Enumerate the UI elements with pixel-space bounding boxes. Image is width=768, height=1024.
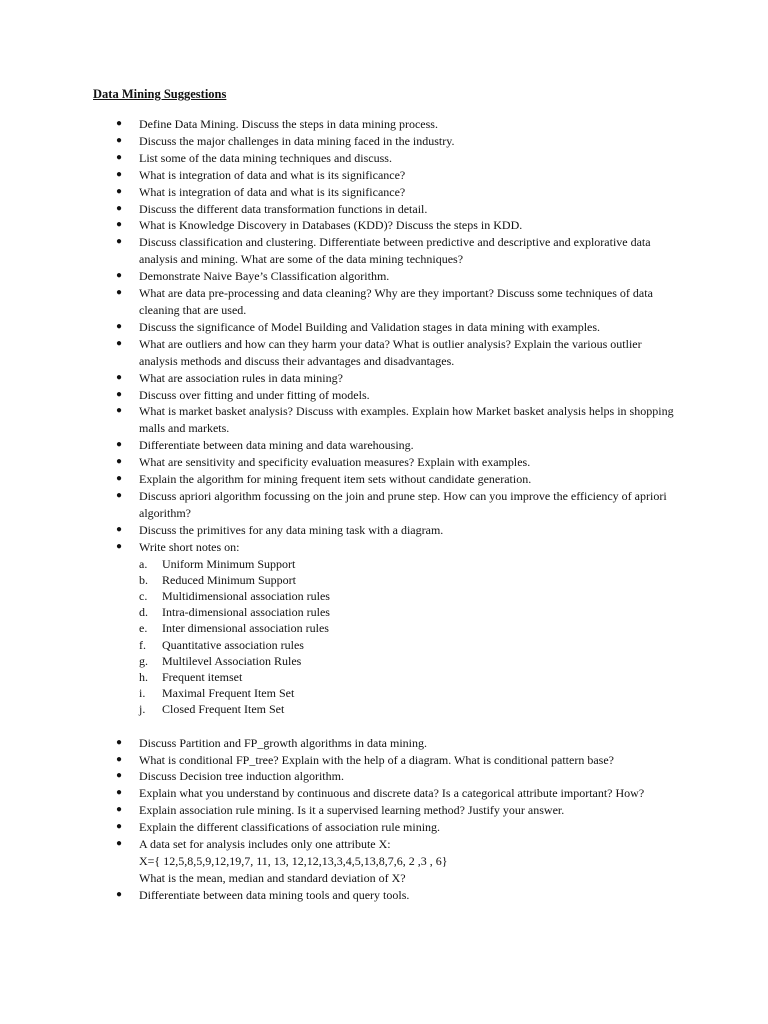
list-item-text: Explain association rule mining. Is it a supervised learning method? Justify your answer. [139, 803, 565, 818]
bullet-icon: ● [116, 804, 123, 816]
list-item-text: Discuss the major challenges in data mining faced in the industry. [139, 133, 455, 148]
list-item [0, 887, 679, 904]
list-item [0, 116, 679, 133]
bullet-icon: ● [116, 473, 123, 485]
bullet-icon: ● [116, 202, 123, 214]
list-item-text: List some of the data mining techniques and discuss. [139, 150, 392, 165]
list-item [0, 201, 679, 218]
list-item-text: What are sensitivity and specificity evaluation measures? Explain with examples. [139, 455, 531, 470]
list-item-text: Explain what you understand by continuous and discrete data? Is a categorical attribute important? How? [139, 786, 645, 801]
bullet-icon: ● [116, 168, 123, 180]
list-item [0, 403, 679, 437]
short-note-letter: f. [139, 637, 146, 652]
bullet-icon: ● [116, 888, 123, 900]
list-item-dataset: X={ 12,5,8,5,9,12,19,7, 11, 13, 12,12,13,3,4,5,13,8,7,6, 2 ,3 , 6} [139, 853, 448, 868]
short-note-text: Multilevel Association Rules [162, 653, 302, 668]
list-item-text: What is Knowledge Discovery in Databases (KDD)? Discuss the steps in KDD. [139, 218, 523, 233]
list-item [0, 133, 679, 150]
bullet-icon: ● [116, 151, 123, 163]
list-item [0, 336, 679, 370]
bullet-icon: ● [116, 439, 123, 451]
list-item [0, 150, 679, 167]
list-item [0, 387, 679, 404]
short-note-text: Intra-dimensional association rules [162, 605, 330, 620]
page-title: Data Mining Suggestions [93, 87, 227, 101]
list-item-text: Write short notes on: [139, 539, 240, 554]
short-note-letter: g. [139, 653, 148, 668]
short-note-text: Multidimensional association rules [162, 588, 330, 603]
list-item [0, 735, 679, 752]
list-item-text: Discuss Partition and FP_growth algorithms in data mining. [139, 735, 427, 750]
list-item-text: Discuss the different data transformation functions in detail. [139, 201, 428, 216]
list-item-text: What are association rules in data mining? [139, 370, 343, 385]
list-item [0, 285, 679, 319]
list-item-text: Discuss the primitives for any data mining task with a diagram. [139, 522, 444, 537]
bullet-icon: ● [116, 118, 123, 129]
list-item-text: Explain the different classifications of association rule mining. [139, 820, 441, 835]
list-item-text: Discuss classification and clustering. Differentiate between predictive and descriptive and explorative data analysis and mining. What are some of the data mining techniques? [139, 235, 651, 267]
bullet-icon: ● [116, 456, 123, 468]
list-item [0, 184, 679, 201]
list-item-text: Differentiate between data mining and data warehousing. [139, 438, 414, 453]
list-item-text: What are data pre-processing and data cleaning? Why are they important? Discuss some techniques of data cleaning that are used. [139, 286, 653, 317]
list-item-text: What is integration of data and what is its significance? [139, 167, 406, 182]
short-note-text: Reduced Minimum Support [162, 572, 296, 587]
short-note-letter: a. [139, 556, 148, 571]
short-note-item [0, 637, 768, 653]
list-item-text: Discuss the significance of Model Building and Validation stages in data mining with examples. [139, 319, 601, 334]
list-item-text: What are outliers and how can they harm your data? What is outlier analysis? Explain the various outlier analysis methods and discuss their advantages and disadvantages. [139, 336, 642, 368]
short-note-item [0, 604, 768, 620]
short-note-letter: b. [139, 572, 148, 587]
bullet-icon: ● [116, 270, 123, 282]
list-item [0, 217, 679, 234]
short-note-letter: d. [139, 605, 148, 620]
bullet-icon: ● [116, 134, 123, 146]
bullet-icon: ● [116, 540, 123, 552]
bullet-icon: ● [116, 770, 123, 782]
short-note-letter: e. [139, 621, 148, 636]
list-item-text: What is integration of data and what is its significance? [139, 184, 406, 199]
bullet-icon: ● [116, 287, 123, 299]
short-note-item [0, 620, 768, 636]
bullet-icon: ● [116, 821, 123, 833]
list-item-text: Demonstrate Naive Baye’s Classification algorithm. [139, 269, 390, 284]
short-notes-list [0, 556, 768, 718]
list-item-text: Explain the algorithm for mining frequent item sets without candidate generation. [139, 472, 532, 487]
short-note-text: Frequent itemset [162, 669, 243, 684]
list-item-text: Differentiate between data mining tools and query tools. [139, 887, 410, 902]
bullet-icon: ● [116, 236, 123, 248]
bullet-icon: ● [116, 388, 123, 400]
short-note-text: Maximal Frequent Item Set [162, 686, 295, 701]
bullet-icon: ● [116, 787, 123, 799]
list-item [0, 802, 679, 819]
list-item [0, 522, 679, 539]
spacer [0, 718, 768, 735]
bullet-icon: ● [116, 185, 123, 197]
list-item-text: Discuss apriori algorithm focussing on the join and prune step. How can you improve the efficiency of apriori algorithm? [139, 488, 667, 520]
list-item [0, 471, 679, 488]
short-note-letter: i. [139, 686, 146, 701]
bullet-icon: ● [116, 736, 123, 748]
short-note-item [0, 653, 768, 669]
bullet-icon: ● [116, 523, 123, 535]
bullet-icon: ● [116, 337, 123, 349]
list-item-text: Discuss Decision tree induction algorithm. [139, 769, 344, 784]
list-item-question: What is the mean, median and standard deviation of X? [139, 870, 406, 885]
short-note-item [0, 669, 768, 685]
bullet-icon: ● [116, 405, 123, 417]
list-item-text: A data set for analysis includes only one attribute X: [139, 837, 391, 852]
short-note-item [0, 556, 768, 572]
list-item-text: Define Data Mining. Discuss the steps in data mining process. [139, 117, 438, 131]
list-item-text: Discuss over fitting and under fitting of models. [139, 387, 370, 402]
list-item [0, 234, 679, 268]
list-item [0, 319, 679, 336]
bullet-icon: ● [116, 320, 123, 332]
bullet-icon: ● [116, 219, 123, 231]
list-item [0, 167, 679, 184]
short-note-item [0, 588, 768, 604]
bullet-icon: ● [116, 753, 123, 765]
list-item [0, 488, 679, 522]
list-item [0, 268, 679, 285]
short-note-text: Inter dimensional association rules [162, 621, 329, 636]
list-item [0, 539, 679, 556]
list-item-text: What is market basket analysis? Discuss with examples. Explain how Market basket analysis helps in shopping malls and markets. [139, 404, 674, 436]
list-item [0, 836, 679, 887]
short-note-letter: c. [139, 588, 148, 603]
short-note-text: Quantitative association rules [162, 637, 304, 652]
bullet-icon: ● [116, 838, 123, 850]
list-item [0, 768, 679, 785]
list-item [0, 785, 679, 802]
short-note-letter: j. [139, 702, 146, 717]
question-list [0, 116, 768, 904]
list-item [0, 370, 679, 387]
list-item [0, 752, 679, 769]
list-item-text: What is conditional FP_tree? Explain with the help of a diagram. What is conditional pattern base? [139, 752, 614, 767]
list-item [0, 819, 679, 836]
bullet-icon: ● [116, 489, 123, 501]
list-item [0, 454, 679, 471]
list-item [0, 437, 679, 454]
short-note-item [0, 572, 768, 588]
short-note-item [0, 701, 768, 717]
short-note-item [0, 685, 768, 701]
short-note-text: Closed Frequent Item Set [162, 702, 285, 717]
short-note-text: Uniform Minimum Support [162, 556, 296, 571]
short-note-letter: h. [139, 669, 148, 684]
bullet-icon: ● [116, 371, 123, 383]
